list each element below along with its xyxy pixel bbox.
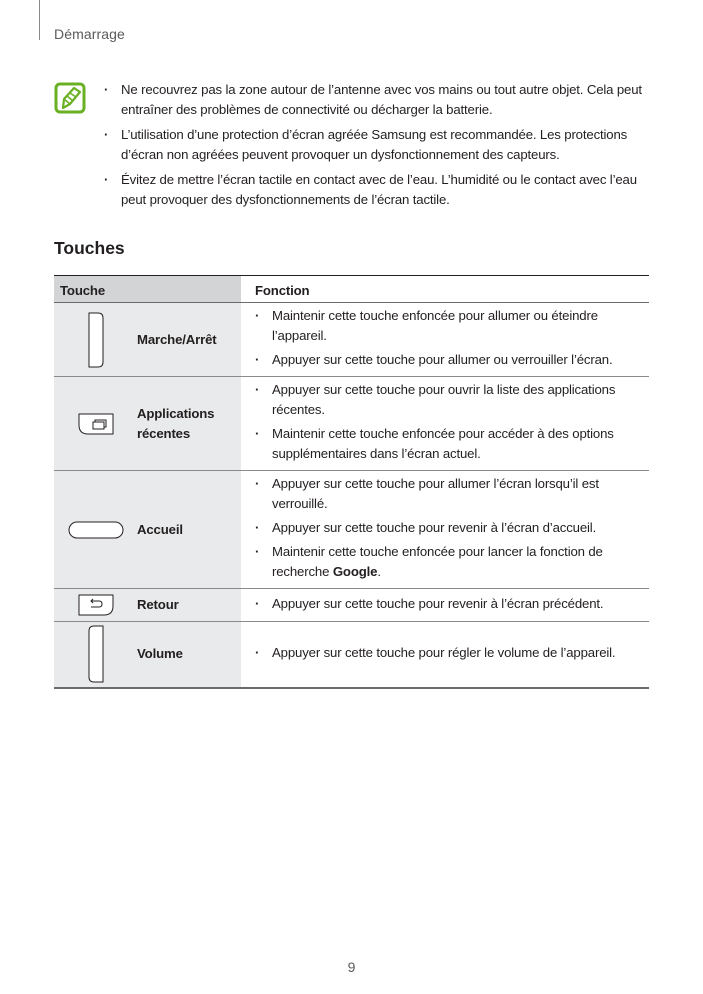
note-pencil-icon [54, 82, 86, 114]
function-item: · Appuyer sur cette touche pour revenir à l’écran précédent. [255, 594, 649, 614]
recent-apps-key-icon [78, 413, 114, 435]
table-row [54, 589, 649, 622]
note-item: · L’utilisation d’une protection d’écran agréée Samsung est recommandée. Les protections d’écran non agréées peuvent provoquer un dysfonctionnement des capteurs. [104, 125, 654, 165]
home-key-icon [68, 521, 124, 539]
key-cell [54, 471, 241, 589]
key-label: Accueil [137, 521, 183, 537]
power-key-icon [88, 312, 104, 368]
function-item: · Appuyer sur cette touche pour allumer ou verrouiller l’écran. [255, 350, 649, 370]
key-label: Retour [137, 597, 179, 612]
table-row [54, 471, 649, 589]
header-rule [39, 0, 40, 40]
function-item: · Maintenir cette touche enfoncée pour allumer ou éteindre l’appareil. [255, 306, 649, 346]
table-row [54, 377, 649, 471]
note-item: · Évitez de mettre l’écran tactile en contact avec de l’eau. L’humidité ou le contact avec l’eau peut provoquer des dysfonctionnements de l’écran tactile. [104, 170, 654, 210]
table-row [54, 303, 649, 377]
key-cell [54, 589, 241, 622]
keys-table [54, 275, 649, 689]
function-item: · Maintenir cette touche enfoncée pour accéder à des options supplémentaires dans l’écran actuel. [255, 424, 649, 464]
key-label: Marche/Arrêt [137, 331, 217, 347]
key-label: Applications récentes [137, 405, 215, 441]
page-number: 9 [347, 959, 356, 975]
function-item: · Maintenir cette touche enfoncée pour lancer la fonction de recherche Google. [255, 542, 649, 582]
table-header-row [54, 276, 649, 303]
key-cell [54, 377, 241, 471]
back-key-icon [78, 594, 114, 616]
key-cell [54, 622, 241, 688]
section-header: Démarrage [54, 26, 125, 42]
table-row [54, 622, 649, 688]
header-function: Fonction [241, 276, 649, 303]
function-item: · Appuyer sur cette touche pour revenir à l’écran d’accueil. [255, 518, 649, 538]
notes-list [104, 80, 654, 215]
volume-key-icon [88, 625, 104, 683]
section-title: Touches [54, 238, 125, 258]
header-key: Touche [54, 276, 241, 303]
function-cell [241, 589, 649, 622]
function-cell [241, 303, 649, 377]
function-cell [241, 471, 649, 589]
google-brand: Google [332, 564, 378, 579]
key-cell [54, 303, 241, 377]
function-item: · Appuyer sur cette touche pour allumer l’écran lorsqu’il est verrouillé. [255, 474, 649, 514]
note-item: · Ne recouvrez pas la zone autour de l’antenne avec vos mains ou tout autre objet. Cela peut entraîner des problèmes de connectivité ou décharger la batterie. [104, 80, 654, 120]
function-item: · Appuyer sur cette touche pour ouvrir la liste des applications récentes. [255, 380, 649, 420]
function-item: · Appuyer sur cette touche pour régler le volume de l’appareil. [255, 643, 649, 663]
function-cell [241, 622, 649, 688]
key-label: Volume [137, 646, 183, 662]
function-cell [241, 377, 649, 471]
